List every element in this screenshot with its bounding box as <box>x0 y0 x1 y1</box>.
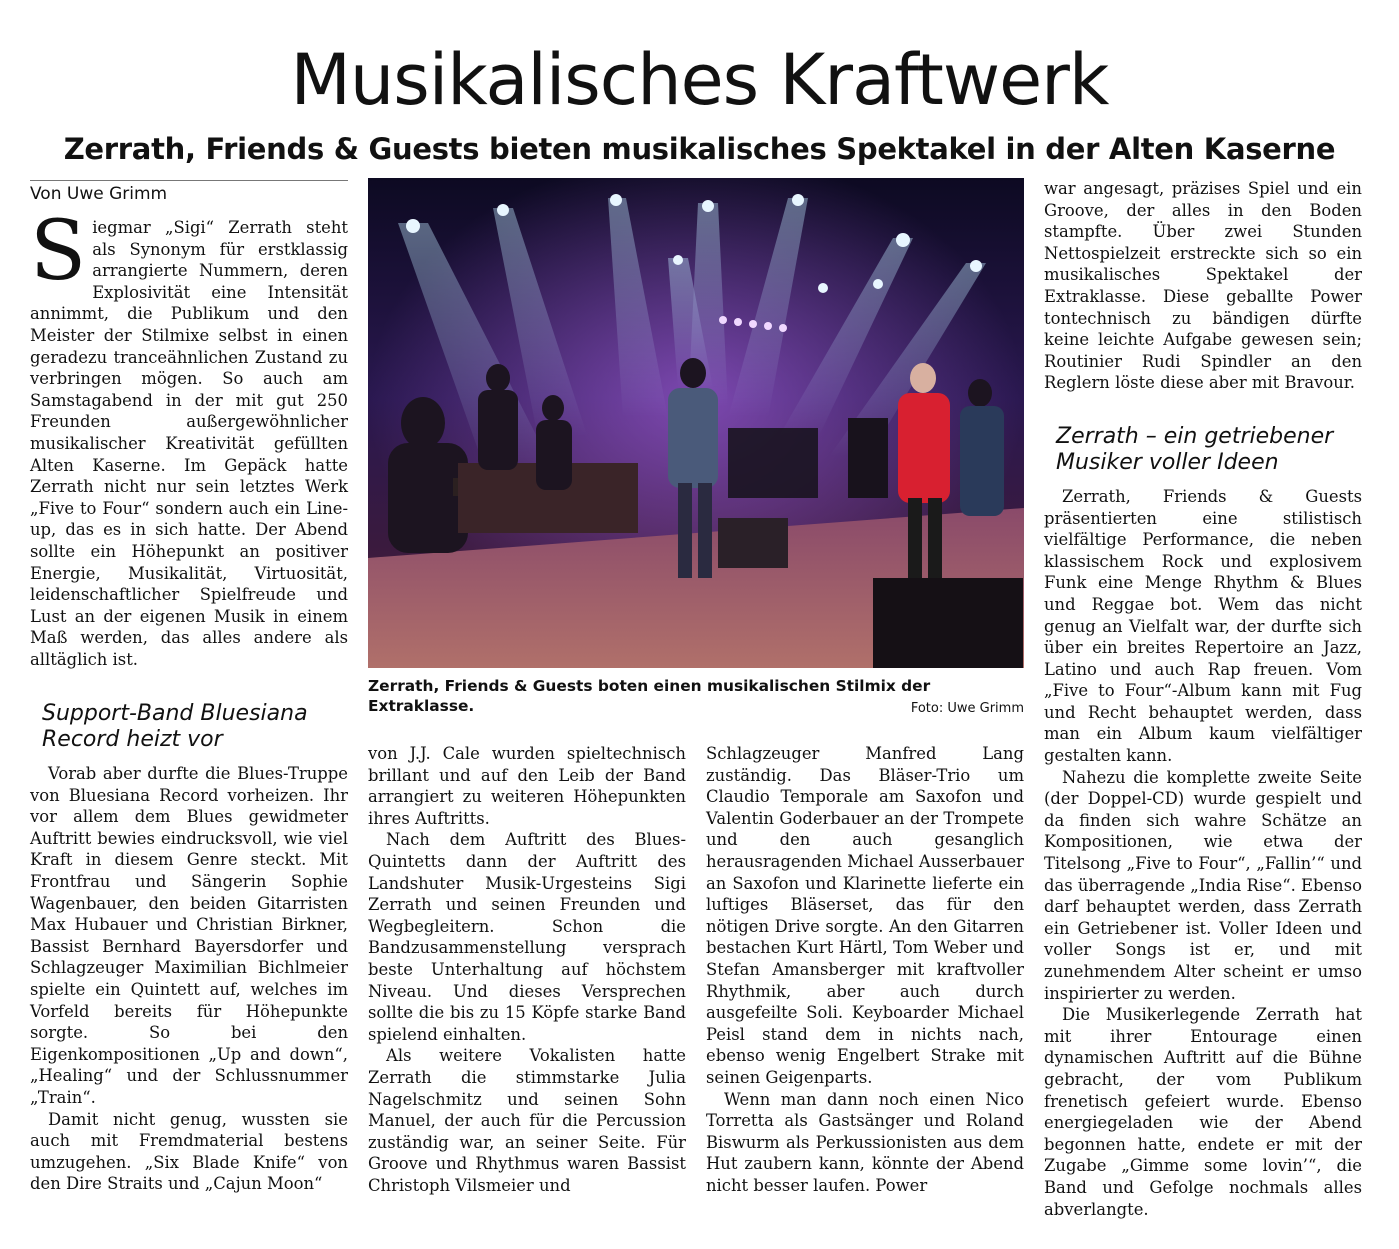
concert-stage-image <box>368 178 1024 668</box>
paragraph: Wenn man dann noch einen Nico Torretta als Gastsänger und Roland Biswurm als Perkussionisten aus dem Hut zaubern kann, könnte der Abend nicht besser laufen. Power <box>706 1089 1024 1195</box>
paragraph: Nahezu die komplette zweite Seite (der Doppel-CD) wurde gespielt und da finden sich wahre Schätze an Kompositionen, wie etwa der Titelsong „Five to Four“, „Fallin’“ und das überragende „India Rise“. Ebenso darf behauptet werden, dass Zerrath ein Getriebener ist. Voller Ideen und voller Songs ist er, und mit zunehmendem Alter scheint er umso inspirierter zu werden. <box>1044 767 1362 1003</box>
paragraph: Schlagzeuger Manfred Lang zuständig. Das Bläser-Trio um Claudio Temporale am Saxofon und Valentin Goderbauer an der Trompete und den auch gesanglich herausragenden Michael Ausserbauer an Saxofon und Klarinette lieferte ein luftiges Bläserset, das für den nötigen Drive sorgte. An den Gitarren bestachen Kurt Härtl, Tom Weber und Stefan Amansberger mit kraftvoller Rhythmik, aber auch durch ausgefeilte Soli. Keyboarder Michael Peisl stand dem in nichts nach, ebenso wenig Engelbert Strake mit seinen Geigenparts. <box>706 744 1024 1087</box>
paragraph: Damit nicht genug, wussten sie auch mit Fremdmaterial bestens umzugehen. „Six Blade Knife“ von den Dire Straits und „Cajun Moon“ <box>30 1109 348 1194</box>
photo-caption: Zerrath, Friends & Guests boten einen musikalischen Stilmix der Extraklasse. <box>368 677 931 715</box>
paragraph: Als weitere Vokalisten hatte Zerrath die stimmstarke Julia Nagelschmitz und seinen Sohn Manuel, der auch für die Percussion zuständig war, an seiner Seite. Für Groove und Rhythmus waren Bassist Christoph Vilsmeier und <box>368 1046 686 1195</box>
article-column-3 <box>706 743 1024 1196</box>
section-subhead-zerrath: Zerrath – ein getriebener Musiker voller Ideen <box>1056 423 1334 475</box>
headline: Musikalisches Kraftwerk <box>290 39 1109 121</box>
paragraph: Nach dem Auftritt des Blues-Quintetts dann der Auftritt des Landshuter Musik-Urgesteins Sigi Zerrath und seinen Freunden und Wegbegleitern. Schon die Bandzusammenstellung versprach beste Unterhaltung auf höchstem Niveau. Und dieses Versprechen sollte die bis zu 15 Köpfe starke Band spielend einhalten. <box>368 830 686 1044</box>
concert-photo <box>368 178 1024 668</box>
section-subhead-support-band: Support-Band Bluesiana Record heizt vor <box>42 701 308 752</box>
article-column-1-continued <box>30 763 348 1195</box>
paragraph: Die Musikerlegende Zerrath hat mit ihrer Entourage einen dynamischen Auftritt auf die Bühne gebracht, der vom Publikum frenetisch gefeiert wurde. Ebenso energiegeladen wie der Abend begonnen hatte, endete er mit der Zugabe „Gimme some lovin’“, die Band und Gefolge nochmals alles abverlangte. <box>1044 1005 1362 1219</box>
subheadline: Zerrath, Friends & Guests bieten musikalisches Spektakel in der Alten Kaserne <box>63 132 1336 166</box>
author-byline: Von Uwe Grimm <box>30 180 348 205</box>
photo-credit: Foto: Uwe Grimm <box>910 701 1024 716</box>
paragraph: Zerrath, Friends & Guests präsentierten eine stilistisch vielfältige Performance, die neben klassischem Rock und explosivem Funk eine Menge Rhythm & Blues und Reggae bot. Wem das nicht genug an Vielfalt war, der durfte sich über ein breites Repertoire an Jazz, Latino und auch Rap freuen. Vom „Five to Four“-Album kann mit Fug und Recht behauptet werden, dass man ein Album kaum vielfältiger gestalten kann. <box>1044 486 1362 766</box>
drop-cap: S <box>30 204 87 299</box>
lead-text: iegmar „Sigi“ Zerrath steht als Synonym für erstklassig arrangierte Nummern, deren Explosivität eine Intensität annimmt, die Publikum und den Meister der Stilmixe selbst in einen geradezu tranceähnlichen Zustand zu verbringen mögen. So auch am Samstagabend in der mit gut 250 Freunden außergewöhnlicher musikalischer Kreativität gefüllten Alten Kaserne. Im Gepäck hatte Zerrath nicht nur sein letztes Werk „Five to Four“ sondern auch ein Line-up, das es in sich hatte. Der Abend sollte ein Höhepunkt an positiver Energie, Musikalität, Virtuosität, leidenschaftlicher Spielfreude und Lust an der eigenen Musik in einem Maß werden, das alles andere als alltäglich ist. <box>30 218 348 669</box>
article-column-1 <box>30 204 348 670</box>
article-column-4 <box>1044 178 1362 1220</box>
paragraph: Vorab aber durfte die Blues-Truppe von Bluesiana Record vorheizen. Ihr vor allem dem Blues gewidmeter Auftritt bewies eindrucksvoll, wie viel Kraft in diesem Genre steckt. Mit Frontfrau und Sängerin Sophie Wagenbauer, den beiden Gitarristen Max Hubauer und Christian Birkner, Bassist Bernhard Bayersdorfer und Schlagzeuger Maximilian Bichlmeier spielte ein Quintett auf, welches im Vorfeld bereits für Höhepunkte sorgte. So bei den Eigenkompositionen „Up and down“, „Healing“ und der Schlussnummer „Train“. <box>30 764 348 1107</box>
paragraph: war angesagt, präzises Spiel und ein Groove, der alles in den Boden stampfte. Über zwei Stunden Nettospielzeit erstreckte sich so ein musikalisches Spektakel der Extraklasse. Diese geballte Power tontechnisch zu bändigen dürfte keine leichte Aufgabe gewesen sein; Routinier Rudi Spindler an den Reglern löste diese aber mit Bravour. <box>1044 179 1362 393</box>
lead-paragraph <box>30 204 348 670</box>
article-column-2 <box>368 743 686 1196</box>
paragraph: von J.J. Cale wurden spieltechnisch brillant und auf den Leib der Band arrangiert zu weiteren Höhepunkten ihres Auftritts. <box>368 744 686 828</box>
